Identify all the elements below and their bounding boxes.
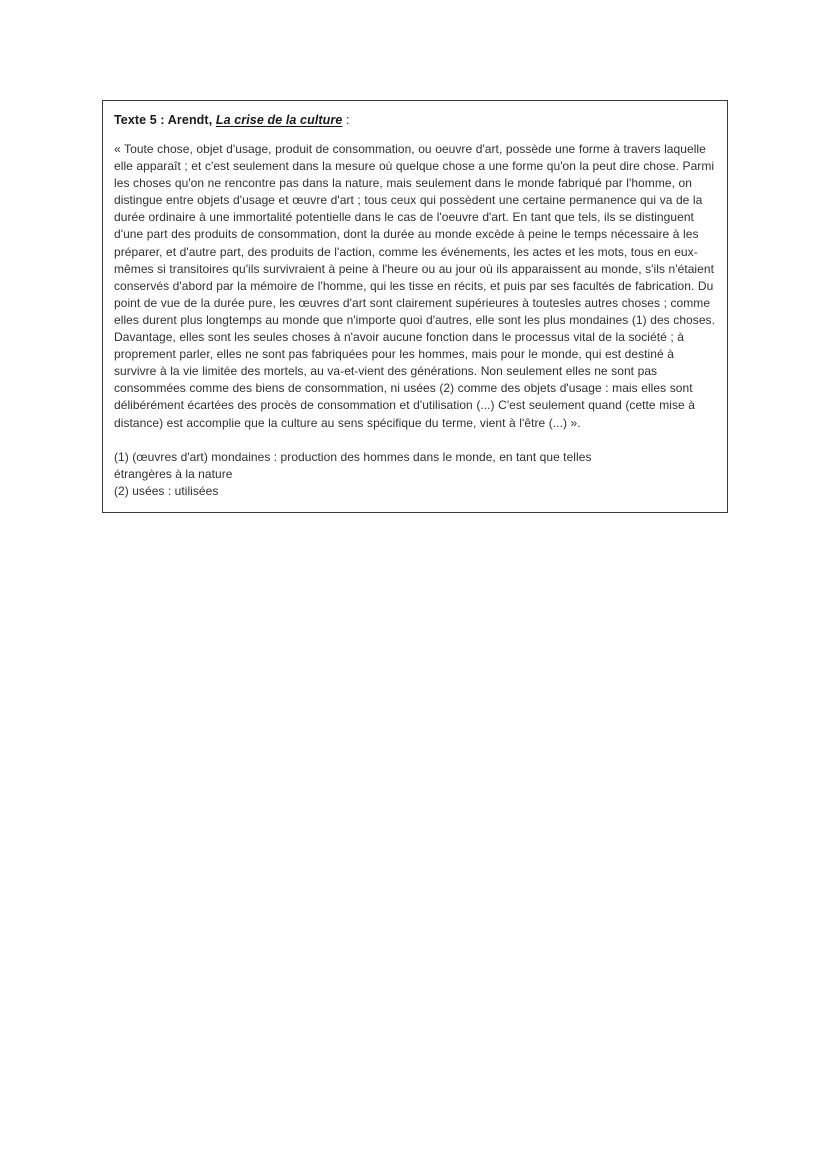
footnote-1-line-1: (1) (œuvres d'art) mondaines : production des hommes dans le monde, en tant que telles (114, 449, 592, 464)
text-title-separator: , (208, 113, 216, 127)
quote-paragraph: « Toute chose, objet d'usage, produit de consommation, ou oeuvre d'art, possède une forme à travers laquelle elle apparaît ; et c'est seulement dans la mesure où quelque chose a une forme qu'on la peut dire chose. Parmi les choses qu'on ne rencontre pas dans la nature, mais seulement dans le monde fabriqué par l'homme, on distingue entre objets d'usage et œuvre d'art ; tous ceux qui possèdent une certaine permanence qui va de la durée ordinaire à une immortalité potentielle dans le cas de l'oeuvre d'art. En tant que tels, ils se distinguent d'une part des produits de consommation, dont la durée au monde excède à peine le temps nécessaire à les préparer, et d'autre part, des produits de l'action, comme les événements, les actes et les mots, tous en eux-mêmes si transitoires qu'ils survivraient à peine à l'heure ou au jour où ils apparaissent au monde, s'ils n'étaient conservés d'abord par la mémoire de l'homme, qui les tisse en récits, et puis par ses facultés de fabrication. Du point de vue de la durée pure, les œuvres d'art sont clairement supérieures à toutesles autres choses ; comme elles durent plus longtemps au monde que n'importe quoi d'autres, elle sont les plus mondaines (1) des choses. Davantage, elles sont les seules choses à n'avoir aucune fonction dans le processus vital de la société ; à proprement parler, elles ne sont pas fabriquées pour les hommes, mais pour le monde, qui est destiné à survivre à la vie limitée des mortels, au va-et-vient des générations. Non seulement elles ne sont pas consommées comme des biens de consommation, ni usées (2) comme des objets d'usage : mais elles sont délibérément écartées des procès de consommation et d'utilisation (...) C'est seulement quand (cette mise à distance) est accomplie que la culture au sens spécifique du terme, vient à l'être (...) ». (114, 142, 715, 430)
footnotes (114, 449, 715, 500)
text-title-work: La crise de la culture (215, 113, 343, 127)
footnote-1-line-2: étrangères à la nature (114, 466, 233, 481)
text-title-suffix: : (342, 113, 350, 127)
text-excerpt-box (102, 100, 728, 513)
footnote-2: (2) usées : utilisées (114, 483, 219, 498)
text-title-prefix: Texte 5 : Arendt (114, 113, 209, 127)
text-title (114, 112, 715, 129)
